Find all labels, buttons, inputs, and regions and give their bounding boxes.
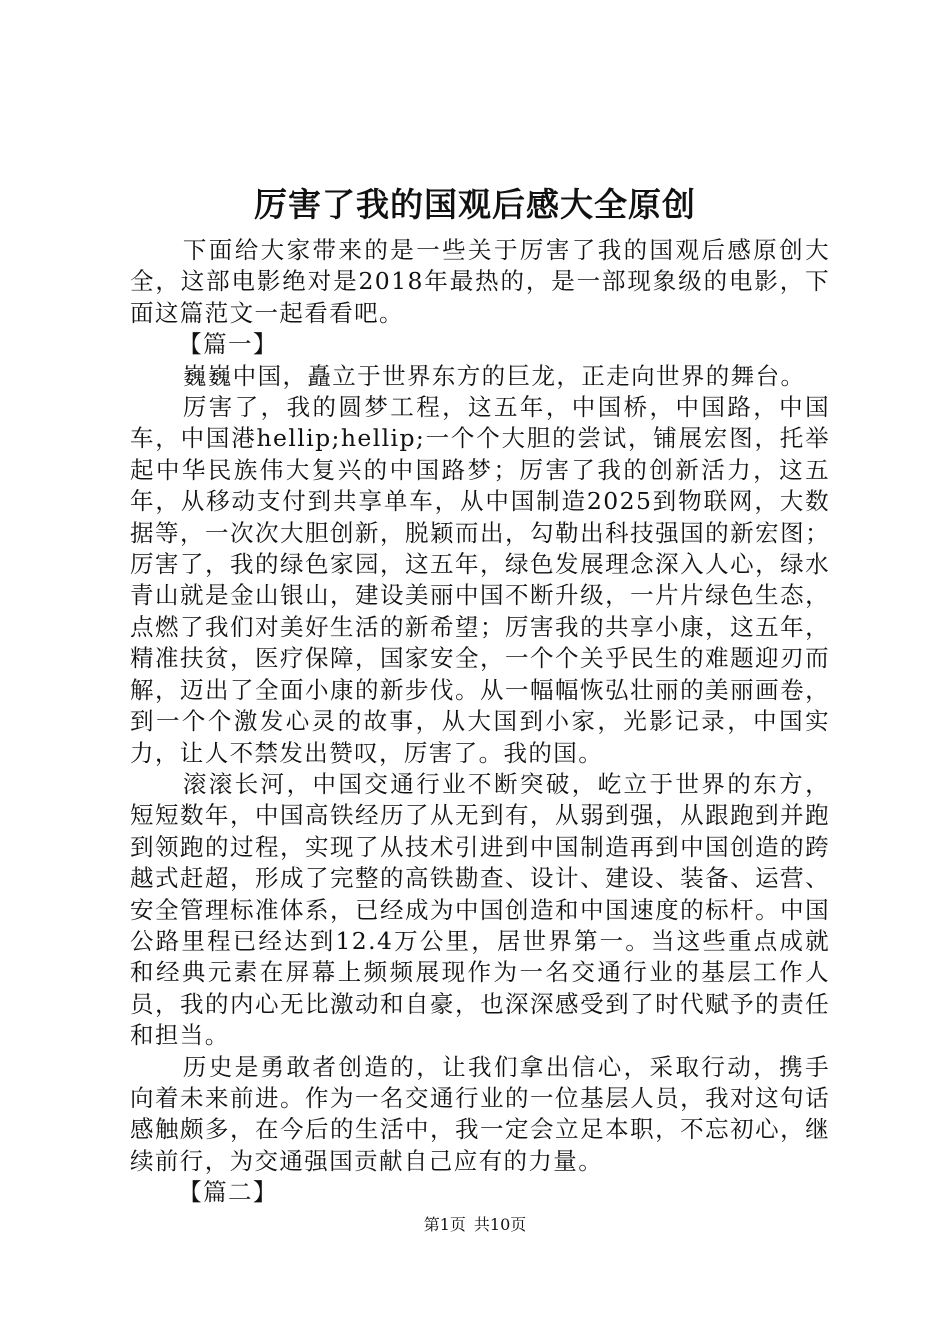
page-total: 共10页 — [473, 1215, 527, 1234]
paragraph: 历史是勇敢者创造的，让我们拿出信心，采取行动，携手向着未来前进。作为一名交通行业的一位基层人员，我对这句话感触颇多，在今后的生活中，我一定会立足本职，不忘初心，继续前行，为交通强国贡献自己应有的力量。 — [130, 1052, 830, 1175]
page-number: 第1页 — [423, 1215, 466, 1234]
section-heading-1: 【篇一】 — [178, 330, 278, 359]
intro-paragraph: 下面给大家带来的是一些关于厉害了我的国观后感原创大全，这部电影绝对是2018年最热的，是一部现象级的电影，下面这篇范文一起看看吧。 — [130, 236, 830, 327]
page-title: 厉害了我的国观后感大全原创 — [254, 185, 696, 224]
document-body — [130, 235, 830, 1209]
page-footer — [0, 1214, 950, 1236]
paragraph: 厉害了，我的圆梦工程，这五年，中国桥，中国路，中国车，中国港hellip;hellip;一个个大胆的尝试，铺展宏图，托举起中华民族伟大复兴的中国路梦；厉害了我的创新活力，这五年，从移动支付到共享单车，从中国制造2025到物联网，大数据等，一次次大胆创新，脱颖而出，勾勒出科技强国的新宏图；厉害了，我的绿色家园，这五年，绿色发展理念深入人心，绿水青山就是金山银山，建设美丽中国不断升级，一片片绿色生态，点燃了我们对美好生活的新希望；厉害我的共享小康，这五年，精准扶贫，医疗保障，国家安全，一个个关乎民生的难题迎刃而解，迈出了全面小康的新步伐。从一幅幅恢弘壮丽的美丽画卷，到一个个激发心灵的故事，从大国到小家，光影记录，中国实力，让人不禁发出赞叹，厉害了。我的国。 — [130, 393, 830, 767]
paragraph: 巍巍中国，矗立于世界东方的巨龙，正走向世界的舞台。 — [182, 361, 806, 390]
section-heading-2: 【篇二】 — [178, 1178, 278, 1207]
paragraph: 滚滚长河，中国交通行业不断突破，屹立于世界的东方，短短数年，中国高铁经历了从无到有，从弱到强，从跟跑到并跑到领跑的过程，实现了从技术引进到中国制造再到中国创造的跨越式赶超，形成了完整的高铁勘查、设计、建设、装备、运营、安全管理标准体系，已经成为中国创造和中国速度的标杆。中国公路里程已经达到12.4万公里，居世界第一。当这些重点成就和经典元素在屏幕上频频展现作为一名交通行业的基层工作人员，我的内心无比激动和自豪，也深深感受到了时代赋予的责任和担当。 — [130, 769, 830, 1050]
